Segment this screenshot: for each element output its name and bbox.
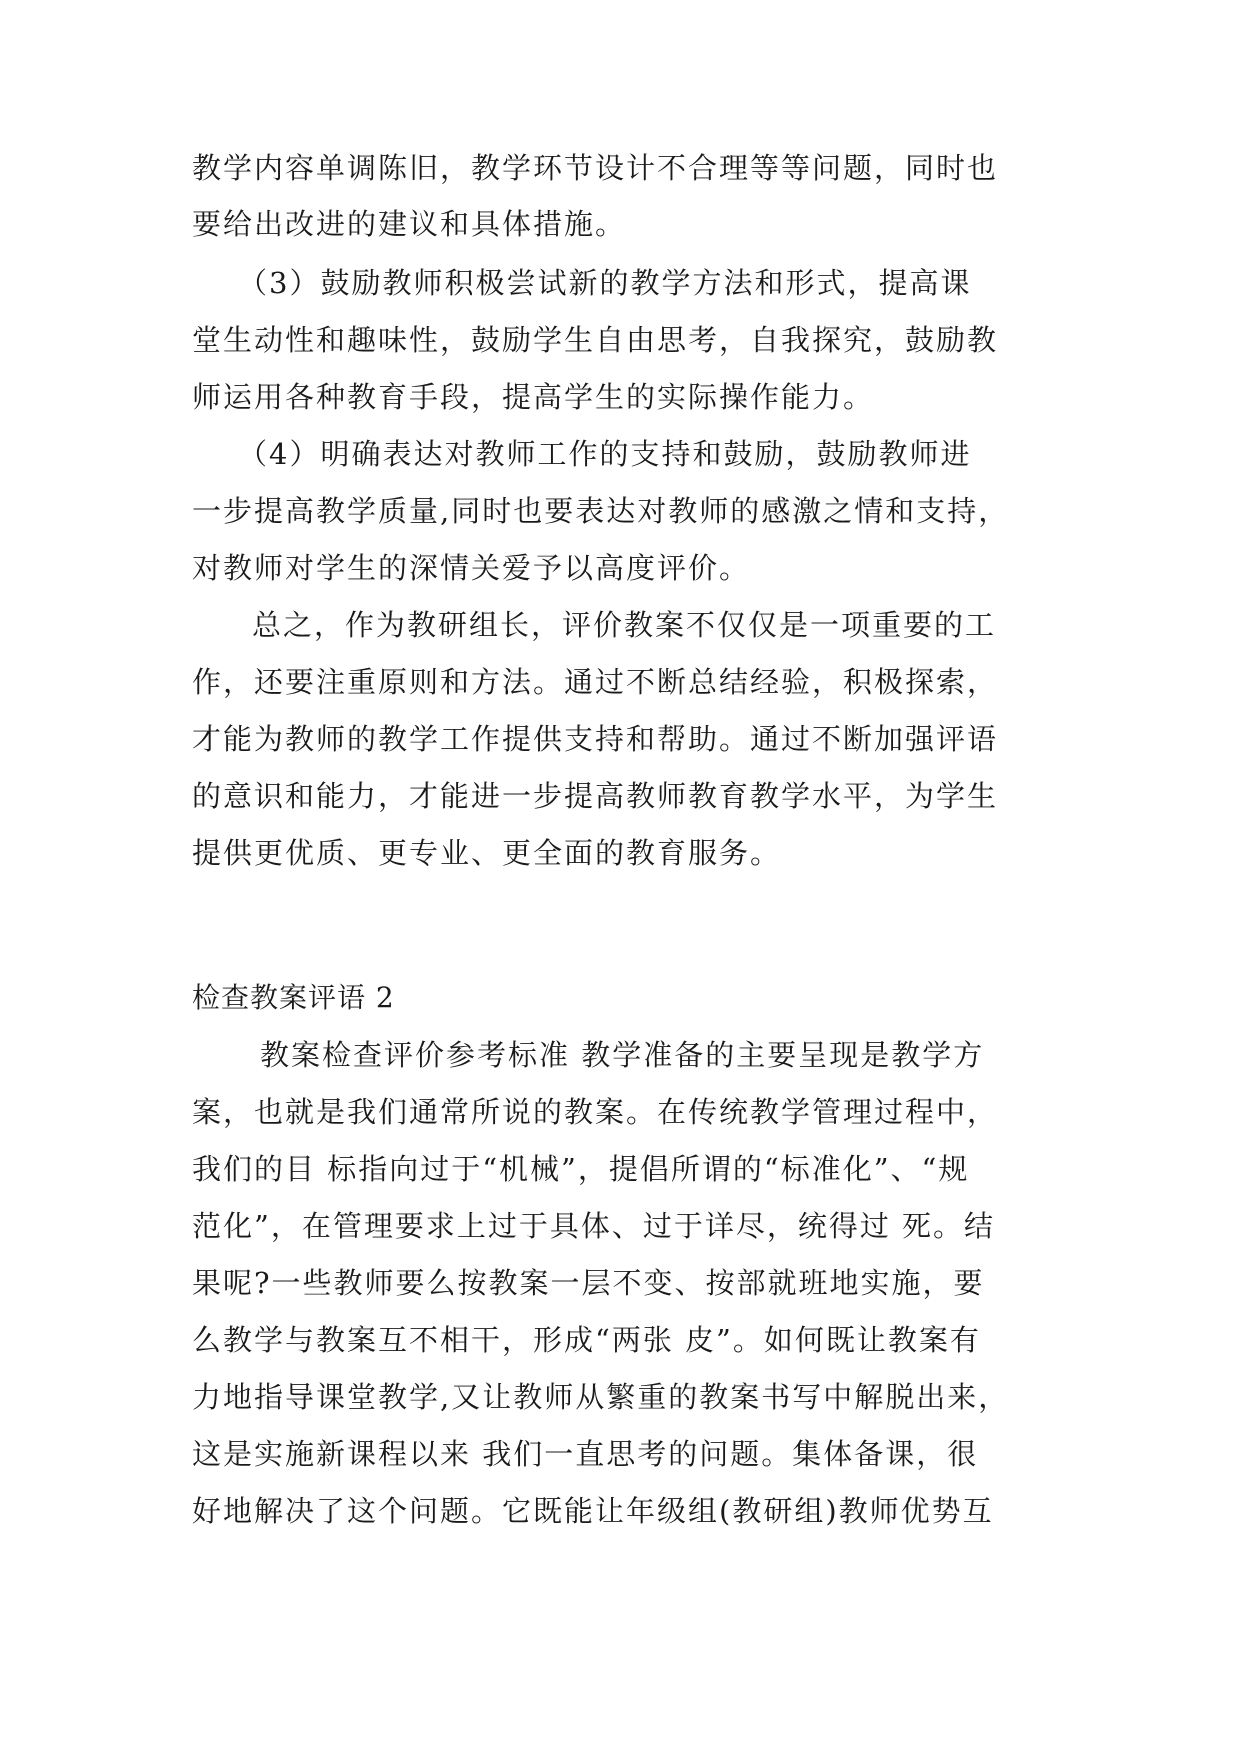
text-line: 我们的目 标指向过于“机械”，提倡所谓的“标准化”、“规 [192,1152,970,1186]
text-line: 力地指导课堂教学,又让教师从繁重的教案书写中解脱出来， [192,1380,1010,1414]
text-line: 一步提高教学质量,同时也要表达对教师的感激之情和支持， [192,494,1010,528]
text-line: 对教师对学生的深情关爱予以高度评价。 [192,551,751,585]
text-line: 的意识和能力，才能进一步提高教师教育教学水平，为学生 [192,779,999,813]
text-line: 案，也就是我们通常所说的教案。在传统教学管理过程中， [192,1095,999,1129]
text-line: 教学内容单调陈旧，教学环节设计不合理等等问题，同时也 [192,151,999,185]
text-line: 教案检查评价参考标准 教学准备的主要呈现是教学方 [260,1038,985,1072]
text-line: 范化”，在管理要求上过于具体、过于详尽，统得过 死。结 [192,1209,996,1243]
section-heading: 检查教案评语 2 [192,981,395,1014]
text-line: 果呢?一些教师要么按教案一层不变、按部就班地实施，要 [192,1266,985,1300]
text-line: 堂生动性和趣味性，鼓励学生自由思考，自我探究，鼓励教 [192,323,999,357]
text-line: 才能为教师的教学工作提供支持和帮助。通过不断加强评语 [192,722,999,756]
text-line: 师运用各种教育手段，提高学生的实际操作能力。 [192,380,875,414]
text-line: 提供更优质、更专业、更全面的教育服务。 [192,836,782,870]
text-line: 好地解决了这个问题。它既能让年级组(教研组)教师优势互 [192,1494,994,1528]
text-line: 作，还要注重原则和方法。通过不断总结经验，积极探索， [192,665,999,699]
text-line: 么教学与教案互不相干，形成“两张 皮”。如何既让教案有 [192,1323,981,1357]
text-line: （4）明确表达对教师工作的支持和鼓励，鼓励教师进 [238,437,972,471]
text-line: 要给出改进的建议和具体措施。 [192,207,627,241]
text-line: 总之，作为教研组长，评价教案不仅仅是一项重要的工 [252,608,997,642]
text-line: （3）鼓励教师积极尝试新的教学方法和形式，提高课 [238,266,972,300]
text-line: 这是实施新课程以来 我们一直思考的问题。集体备课，很 [192,1437,979,1471]
